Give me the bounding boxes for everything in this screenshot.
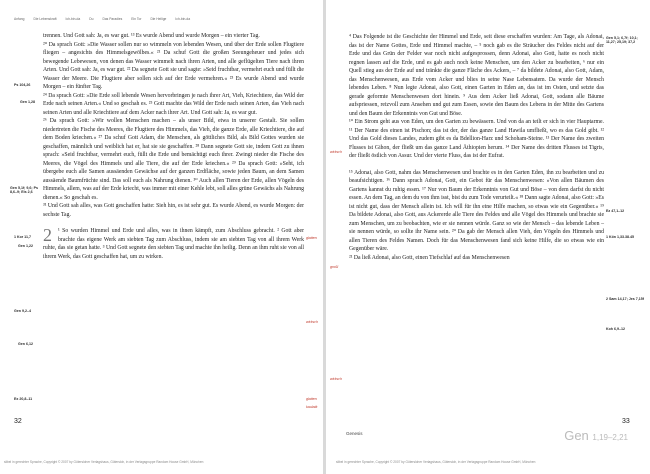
red-margin-note: wirksch — [306, 320, 318, 324]
red-margin-note: glatten — [306, 236, 317, 240]
range-book: Gen — [564, 428, 589, 443]
paragraph: ²⁴ Da sprach Gott: »Die Erde soll lebende Wesen hervorbringen je nach ihrer Art, Vieh, Kriechtiere, das Wild der Erde nach seinen Arten.« Und so geschah es. ²⁵ Gott machte das Wild der Erde nach seinen Arten, das Vieh nach seinen Arten und alle Kriechtiere auf dem Acker nach ihrer Art. Und Gott sah: Ja, es war gut. — [43, 92, 304, 116]
margin-note: 1 Kön 1,33.38.45 — [606, 235, 634, 239]
header-item: Das Paradies — [102, 17, 123, 21]
header-item: Die Lebenskraft — [33, 17, 57, 21]
margin-note: Gen 1,28 — [20, 100, 35, 104]
copyright-footer: slibel in gerechter Sprache, Copyright © 2007 by Gütersloher Verlagshaus, Gütersloh, in der Verlagsgruppe Random House GmbH, München — [4, 460, 204, 464]
margin-note: Ex 20,8–11 — [14, 397, 33, 401]
paragraph: ²⁶ Da sprach Gott: »Wir wollen Menschen machen – als unser Bild, etwa in unserer Gestalt. Sie sollen niedertreten die Fische des Meeres, die Flugtiere des Himmels, das Vieh, die ganze Erde, alle Kriechtiere, die auf dem Boden kriechen.« ²⁷ Da schuf Gott Adam, die Menschen, als göttliches Bild, als Bild Gottes wurden sie geschaffen, männlich und weiblich hat er, hat sie sie geschaffen. ²⁸ Dann segnete Gott sie, indem Gott zu ihnen sprach: »Seid fruchtbar, vermehrt euch, füllt die Erde und bemächtigt euch ihrer. Zwingt nieder die Fische des Meeres, die Vögel des Himmels und alle Tiere, die auf der Erde kriechen.« ²⁹ Da sprach Gott: »Seht, ich übergebe euch alle Samen aussäenden Gewächse auf der ganzen Erdfläche, sowie jeden Baum, an dem Samen aussäende Baumfrüchte sind. Das soll euch als Nahrung dienen. ³⁰ Auch allen Tieren der Erde, allen Vögeln des Himmels, allem, was auf der Erde kriecht, was immer mit einer Kehle lebt, soll alles grüne Gewächs als Nahrung dienen.« So geschah es. — [43, 118, 304, 201]
chapter-two — [43, 227, 304, 261]
header-item: Ich-bin-da — [175, 17, 191, 21]
red-margin-note: großl — [330, 265, 339, 269]
margin-note: Gen 5,1f; 9,6; Ps 8,6–9; Eis 2,6 — [10, 186, 38, 195]
margin-note: 1 Kor 11,7 — [14, 235, 31, 239]
header-item: Anfang — [14, 17, 25, 21]
left-page — [0, 0, 324, 474]
paragraph: ¹⁵ Adonai, also Gott, nahm das Menschenwesen und brachte es in den Garten Eden, ihn zu bearbeiten und zu beaufsichtigen. ¹⁶ Dann sprach Adonai, Gott, ein Gebot für das Menschenwesen: »Von allen Bäumen des Gartens kannst du ruhig essen. ¹⁷ Nur von Baum der Erkenntnis von Gut und Böse – von dem darfst du nicht essen. An dem Tag, an dem du von ihm isst, bist du zum Tode verurteilt.« ¹⁸ Dann sagte Adonai, also Gott: »Es ist nicht gut, dass der Mensch allein ist. Ich will für ihn eine Hilfe machen, so etwas wie ein Gegenüber.« ¹⁹ Da bildete Adonai, also Gott, aus Ackererde alle Tiere des Feldes und alle Vögel des Himmels und brachte sie zum Menschen, um zu beobachten, wie er sie nennen würde. Ganz so wie der Mensch – das lebende Leben – sie nennen würde, so sollte ihr Name sein. ²⁰ Da gab der Mensch allen Vieh, den Vögeln des Himmels und allen Tieren des Feldes Namen. Doch für das Menschenwesen fand sich keine Hilfe, die so etwas wie ein Gegenüber wäre. — [349, 169, 604, 253]
paragraph: ⁴ Das Folgende ist die Geschichte der Himmel und Erde, seit diese erschaffen wurden: Am Tage, als Adonai, das ist der Name Gottes, Erde und Himmel machte, – ⁵ noch gab es die Sträucher des Feldes nicht auf der Erde und das Grün der Felder war noch nicht aufgesprossen, denn Adonai, also Gott, hatte es noch nicht regnen lassen auf die Erde, und es gab auch noch keine Menschen, um den Acker zu bearbeiten, ⁶ nur ein Quell stieg aus der Erde auf und tränkte die ganze Fläche des Ackers, – ⁷ da bildete Adonai, also Gott, Adam, das Menschenwesen, aus Erde vom Acker und blies in seine Nase Lebensatem. Da wurde der Mensch lebendes Leben. ⁸ Nun legte Adonai, also Gott, einen Garten in Eden an, das ist im Osten, und setzte das gerade geformte Menschenwesen dort hinein. ⁹ Aus dem Acker ließ Adonai, Gott, sodann alle Bäume aufspriessen, reizvoll zum Ansehen und gut zum Essen, sowie den Baum des Lebens in der Mitte des Gartens und den Baum der Erkenntnis von Gut und Böse. — [349, 34, 604, 117]
paragraph: ²¹ Da ließ Adonai, also Gott, einen Tiefschlaf auf das Menschenwesen — [349, 254, 510, 261]
margin-note: Gen 6,12 — [18, 342, 33, 346]
book-name: Genesis — [346, 431, 363, 436]
margin-note: 2 Sam 14,17; Jes 7,15f — [606, 297, 644, 301]
red-margin-note: wirksch — [330, 150, 342, 154]
header-item: Ein Tor — [131, 17, 142, 21]
left-body-text — [43, 32, 304, 261]
header-item: Ich-bin-da — [65, 17, 81, 21]
margin-note: Koh 6,9–12 — [606, 327, 625, 331]
page-number: 32 — [14, 418, 22, 425]
paragraph: ³¹ Und Gott sah alles, was Gott geschaffen hatte: Sieh hin, es ist sehr gut. Es wurde Abend, es wurde Morgen: der sechste Tag. — [43, 203, 304, 218]
chapter-number: 2 — [43, 225, 52, 246]
right-body-text — [349, 33, 604, 262]
page-number: 33 — [622, 418, 630, 425]
red-margin-note: kaulatk — [306, 405, 318, 409]
paragraph: ¹⁰ Ein Strom geht aus von Eden, um den Garten zu bewässern. Und von da an teilt er sich in vier Hauptarme. ¹¹ Der Name des einen ist Pischon; das ist der, der das ganze Land Hawila umfließt, wo es das Gold gibt. ¹² Und das Gold dieses Landes, zudem gibt es da Bdellion-Harz und Schoham-Steine. ¹³ Der Name des zweiten Flusses ist Gihon, der fließt um das ganze Land Äthiopien herum. ¹⁴ Der Name des dritten Flusses ist Tigris, der fließt östlich von Assur. Und der vierte Fluss, das ist der Eufrat. — [349, 119, 604, 160]
header-item: Die Heilige — [150, 17, 167, 21]
copyright-footer: slibel in gerechter Sprache, Copyright © 2007 by Gütersloher Verlagshaus, Gütersloh, in der Verlagsgruppe Random House GmbH, München — [336, 460, 536, 464]
margin-note: Gen 1,22 — [18, 244, 33, 248]
red-margin-note: wirksch — [330, 377, 342, 381]
margin-note: Gen 5,1; 6,7f; 10,1; 11,27; 25,19; 37,2 — [606, 36, 638, 45]
chapter-two-text: ¹ So wurden Himmel und Erde und alles, was in ihnen kämpft, zum Abschluss gebracht. ² Gott aber brachte das eigene Werk am siebten Tag zum Abschluss, indem sie am siebten Tag von all ihrem Werk ruhte, das sie getan hatte. ³ Und Gott segnete den siebten Tag und machte ihn heilig. Denn an ihm ruht sie von all ihrem Werk, das Gott geschaffen hat, um zu wirken. — [43, 228, 304, 260]
header-item: Du — [89, 17, 94, 21]
running-header — [14, 17, 314, 25]
margin-note: Ez 47,1–12 — [606, 209, 625, 213]
margin-note: Ps 104,26 — [14, 83, 31, 87]
red-margin-note: glatten — [306, 397, 317, 401]
range-verses: 1,19–2,21 — [592, 433, 628, 442]
margin-note: Gen 9,2–4 — [14, 309, 31, 313]
paragraph: ²⁰ Da sprach Gott: »Die Wasser sollen nur so wimmeln von lebenden Wesen, und über der Erde sollen Flugtiere fliegen – angesichts des Himmelsgewölbes.« ²¹ Da schuf Gott die großen Seeungeheuer und jedes sich bewegende Lebewesen, von denen das Wasser wimmelt nach ihren Arten, und alle geflügelten Tiere nach ihren Arten. Und Gott sah: Ja, es war gut. ²² Da segnete Gott sie und sagte: »Seid fruchtbar, vermehrt euch und füllt die Wasser der Meere. Die Flugtiere aber sollen sich auf der Erde vermehren.« ²³ Es wurde Abend und wurde Morgen – ein fünfter Tag. — [43, 41, 304, 91]
chapter-range — [564, 428, 628, 443]
right-page — [326, 0, 650, 474]
paragraph: trennen. Und Gott sah: Ja, es war gut. ¹³ Es wurde Abend und wurde Morgen – ein vierter Tag. — [43, 33, 260, 39]
